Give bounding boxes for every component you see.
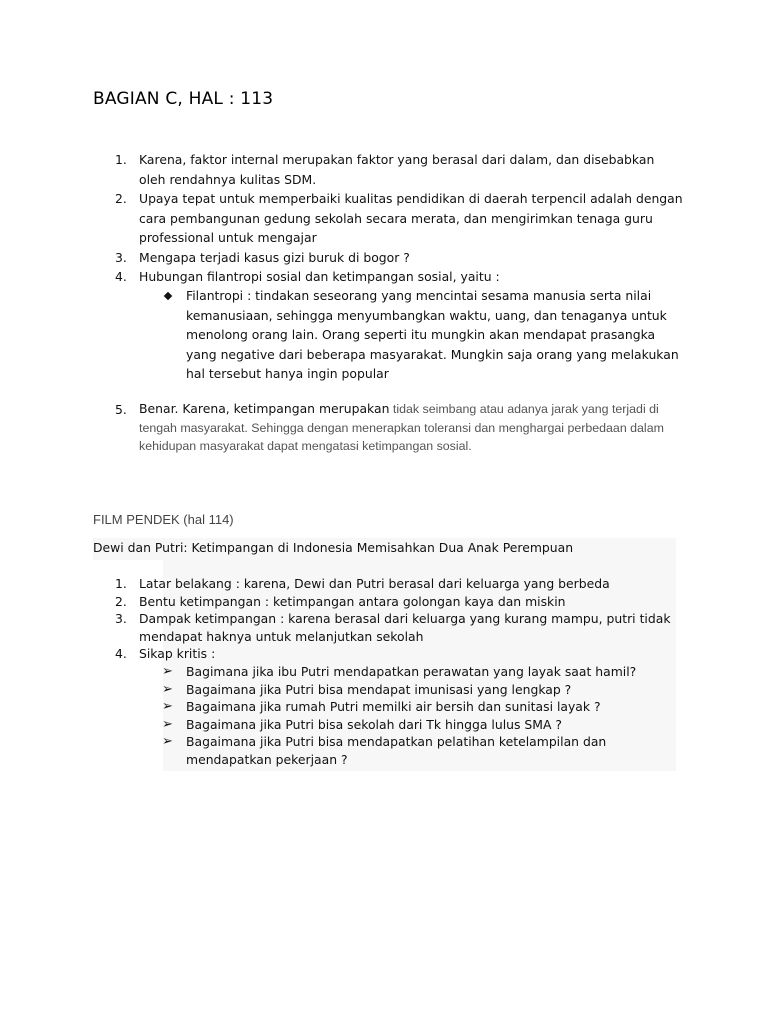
list-item-number: 1. [115,576,127,591]
list-item [0,575,768,593]
sub-list-item [0,663,768,681]
section-c-sub-list [0,286,768,384]
list-item [0,267,768,287]
sub-list-item-text: Bagimana jika ibu Putri mendapatkan perawatan yang layak saat hamil? [186,664,637,679]
film-sub-list [0,663,768,768]
list-item-text [139,400,684,456]
list-item-number: 4. [115,269,127,284]
list-item [0,189,768,248]
list-item-number: 3. [115,611,127,626]
page-heading: BAGIAN C, HAL : 113 [93,89,274,109]
list-item-text: Bentu ketimpangan : ketimpangan antara golongan kaya dan miskin [139,593,566,609]
list-item [0,248,768,268]
list-item [0,150,768,189]
sub-list-item [0,733,768,768]
list-item [0,400,768,456]
section-c-item-5 [0,400,768,456]
list-item-text: Hubungan filantropi sosial dan ketimpangan sosial, yaitu : [139,269,500,284]
sub-list-item-text: Bagaimana jika rumah Putri memilki air bersih dan sunitasi layak ? [186,699,601,714]
list-item-number: 3. [115,249,127,265]
list-item [0,645,768,663]
list-item [0,610,768,645]
film-list [0,575,768,663]
arrow-bullet-icon: ➢ [162,699,173,714]
list-item-text: Sikap kritis : [139,646,216,661]
section-c-list [0,150,768,287]
list-item-text: Latar belakang : karena, Dewi dan Putri berasal dari keluarga yang berbeda [139,576,610,591]
sub-list-item-text: Filantropi : tindakan seseorang yang mencintai sesama manusia serta nilai kemanusiaan, sehingga menyumbangkan waktu, uang, dan tenaganya untuk menolong orang lain. Orang seperti itu mungkin akan mendapat prasangka yang negative dari beberapa masyarakat. Mungkin saja orang yang melakukan hal tersebut hanya ingin popular [186,288,679,381]
sub-list-item [0,286,768,384]
sub-list-item [0,716,768,734]
list-item-number: 1. [115,152,127,167]
list-item-number: 5. [115,402,127,417]
sub-list-item [0,698,768,716]
list-item [0,593,768,611]
list-item-text: Dampak ketimpangan : karena berasal dari keluarga yang kurang mampu, putri tidak mendapat haknya untuk melanjutkan sekolah [139,611,671,644]
arrow-bullet-icon: ➢ [162,681,173,697]
list-item-text: Karena, faktor internal merupakan faktor yang berasal dari dalam, dan disebabkan oleh rendahnya kulitas SDM. [139,152,655,187]
item5-text-rest: tidak seimbang atau adanya jarak yang terjadi di tengah masyarakat. Sehingga dengan menerapkan toleransi dan menghargai perbedaan dalam kehidupan masyarakat dapat mengatasi ketimpangan sosial. [139,402,664,453]
list-item-number: 4. [115,646,127,661]
sub-list-item [0,681,768,699]
film-heading: FILM PENDEK (hal 114) [93,512,234,527]
sub-list-item-text: Bagaimana jika Putri bisa sekolah dari Tk hingga lulus SMA ? [186,716,562,732]
list-item-text: Mengapa terjadi kasus gizi buruk di bogor ? [139,249,410,265]
arrow-bullet-icon: ➢ [162,734,173,749]
list-item-number: 2. [115,191,127,206]
list-item-text: Upaya tepat untuk memperbaiki kualitas pendidikan di daerah terpencil adalah dengan cara pembangunan gedung sekolah secara merata, dan mengirimkan tenaga guru professional untuk mengajar [139,191,683,245]
item5-text-bold-part: Benar. Karena, ketimpangan merupakan [139,401,390,416]
arrow-bullet-icon: ➢ [162,664,173,679]
film-title: Dewi dan Putri: Ketimpangan di Indonesia Memisahkan Dua Anak Perempuan [93,540,574,555]
arrow-bullet-icon: ➢ [162,716,173,732]
list-item-number: 2. [115,593,127,609]
sub-list-item-text: Bagaimana jika Putri bisa mendapatkan pelatihan ketelampilan dan mendapatkan pekerjaan ? [186,734,607,767]
diamond-bullet-icon [164,292,172,300]
sub-list-item-text: Bagaimana jika Putri bisa mendapat imunisasi yang lengkap ? [186,681,572,697]
